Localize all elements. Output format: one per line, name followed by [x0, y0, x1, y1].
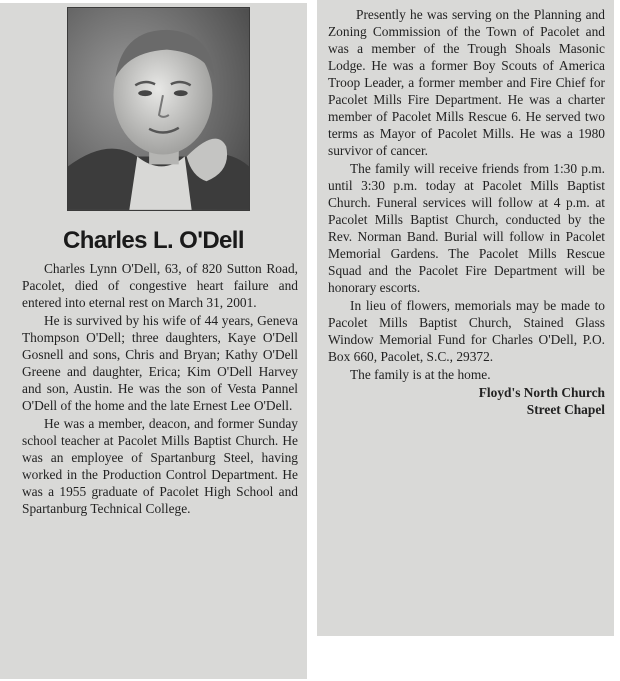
portrait-photo	[67, 7, 250, 211]
obituary-right-column	[328, 6, 605, 418]
portrait-icon	[68, 8, 249, 210]
obituary-paragraph: Charles Lynn O'Dell, 63, of 820 Sutton Road, Pacolet, died of congestive heart failure and entered into eternal rest on March 31, 2001.	[22, 261, 298, 310]
obituary-paragraph: He was a member, deacon, and former Sunday school teacher at Pacolet Mills Baptist Church. He was an employee of Spartanburg Steel, having worked in the Production Control Department. He was a 1955 graduate of Pacolet High School and Spartanburg Technical College.	[22, 416, 298, 516]
obituary-paragraph: Presently he was serving on the Planning and Zoning Commission of the Town of Pacolet and was a member of the Trough Shoals Masonic Lodge. He was a former Boy Scouts of America Troop Leader, a former member and Fire Chief for Pacolet Mills Fire Department. He was a charter member of Pacolet Mills Rescue 6. He served two terms as Mayor of Pacolet Mills. He was a 1980 survivor of cancer.	[328, 7, 605, 158]
funeral-home-signature: Floyd's North Church	[478, 385, 605, 400]
funeral-home-signature-line2: Street Chapel	[526, 402, 605, 417]
obituary-title: Charles L. O'Dell	[63, 227, 244, 254]
obituary-paragraph: The family is at the home.	[350, 367, 491, 382]
obituary-left-column	[22, 260, 298, 518]
obituary-right-clipping	[317, 0, 614, 636]
obituary-paragraph: The family will receive friends from 1:30 p.m. until 3:30 p.m. today at Pacolet Mills Baptist Church. Funeral services will follow at 4 p.m. at Pacolet Mills Baptist Church, conducted by the Rev. Norman Band. Burial will follow in Pacolet Memorial Gardens. The Pacolet Mills Rescue Squad and the Pacolet Fire Department will be honorary escorts.	[328, 161, 605, 295]
obituary-paragraph: In lieu of flowers, memorials may be made to Pacolet Mills Baptist Church, Stained Glass Window Memorial Fund for Charles O'Dell, P.O. Box 660, Pacolet, S.C., 29372.	[328, 298, 605, 364]
obituary-left-clipping	[0, 3, 307, 679]
obituary-paragraph: He is survived by his wife of 44 years, Geneva Thompson O'Dell; three daughters, Kaye O'Dell Gosnell and sons, Chris and Bryan; Kathy O'Dell Greene and daughter, Erica; Kim O'Dell Harvey and son, Austin. He was the son of Vesta Pannel O'Dell of the home and the late Ernest Lee O'Dell.	[22, 313, 298, 413]
